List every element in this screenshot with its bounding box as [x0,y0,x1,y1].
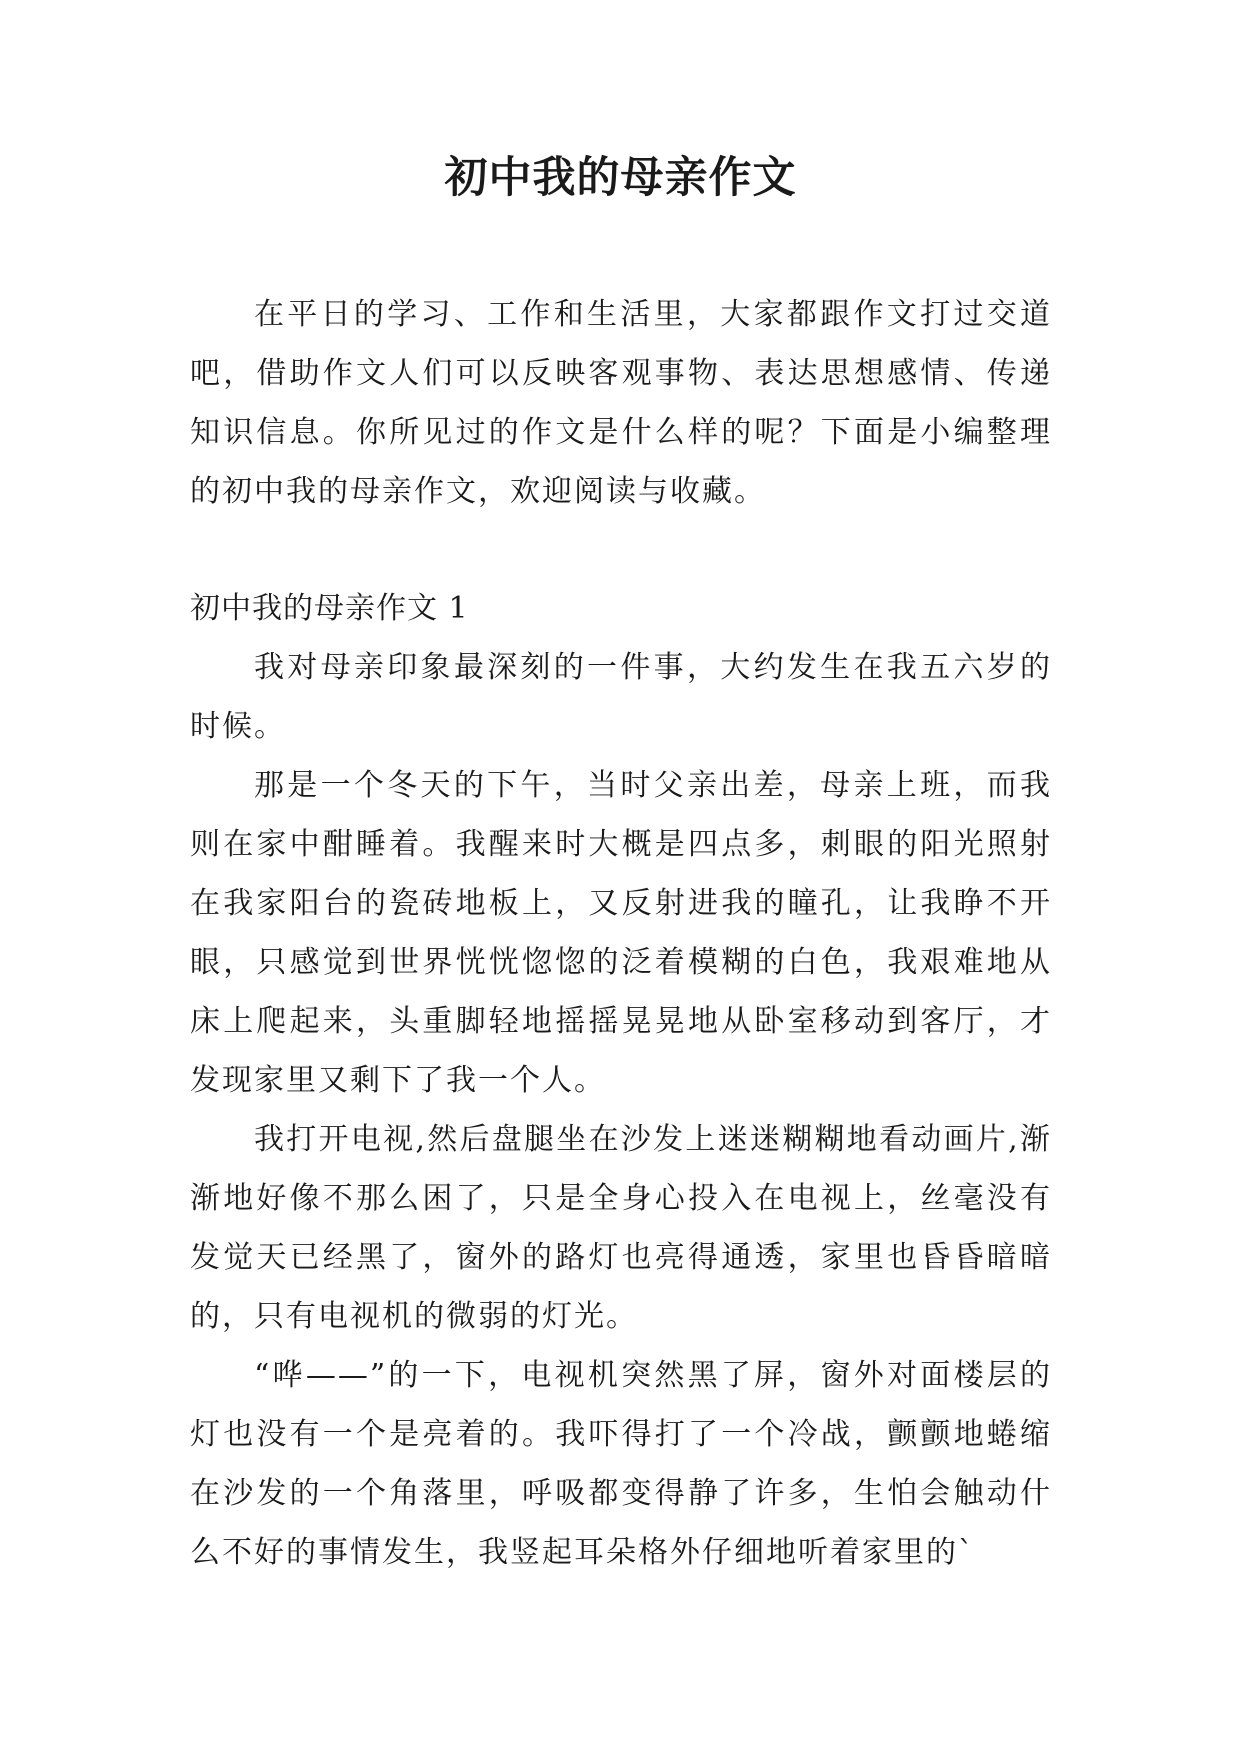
body-paragraph-1: 我对母亲印象最深刻的一件事，大约发生在我五六岁的时候。 [190,650,1052,744]
body-paragraph-3: 我打开电视,然后盘腿坐在沙发上迷迷糊糊地看动画片,渐渐地好像不那么困了，只是全身心投入在电视上，丝毫没有发觉天已经黑了，窗外的路灯也亮得通透，家里也昏昏暗暗的，只有电视机的微弱的灯光。 [190,1122,1052,1334]
intro-paragraph: 在平日的学习、工作和生活里，大家都跟作文打过交道吧，借助作文人们可以反映客观事物、表达思想感情、传递知识信息。你所见过的作文是什么样的呢？下面是小编整理的初中我的母亲作文，欢迎阅读与收藏。 [190,297,1052,509]
document-title: 初中我的母亲作文 [444,153,797,203]
document-body [190,285,1052,1582]
body-paragraph-2: 那是一个冬天的下午，当时父亲出差，母亲上班，而我则在家中酣睡着。我醒来时大概是四点多，刺眼的阳光照射在我家阳台的瓷砖地板上，又反射进我的瞳孔，让我睁不开眼，只感觉到世界恍恍惚惚的泛着模糊的白色，我艰难地从床上爬起来，头重脚轻地摇摇晃晃地从卧室移动到客厅，才发现家里又剩下了我一个人。 [190,768,1052,1098]
body-paragraph-4: “哗——”的一下，电视机突然黑了屏，窗外对面楼层的灯也没有一个是亮着的。我吓得打了一个冷战，颤颤地蜷缩在沙发的一个角落里，呼吸都变得静了许多，生怕会触动什么不好的事情发生，我竖起耳朵格外仔细地听着家里的` [190,1358,1052,1570]
section-heading: 初中我的母亲作文 1 [190,591,469,626]
